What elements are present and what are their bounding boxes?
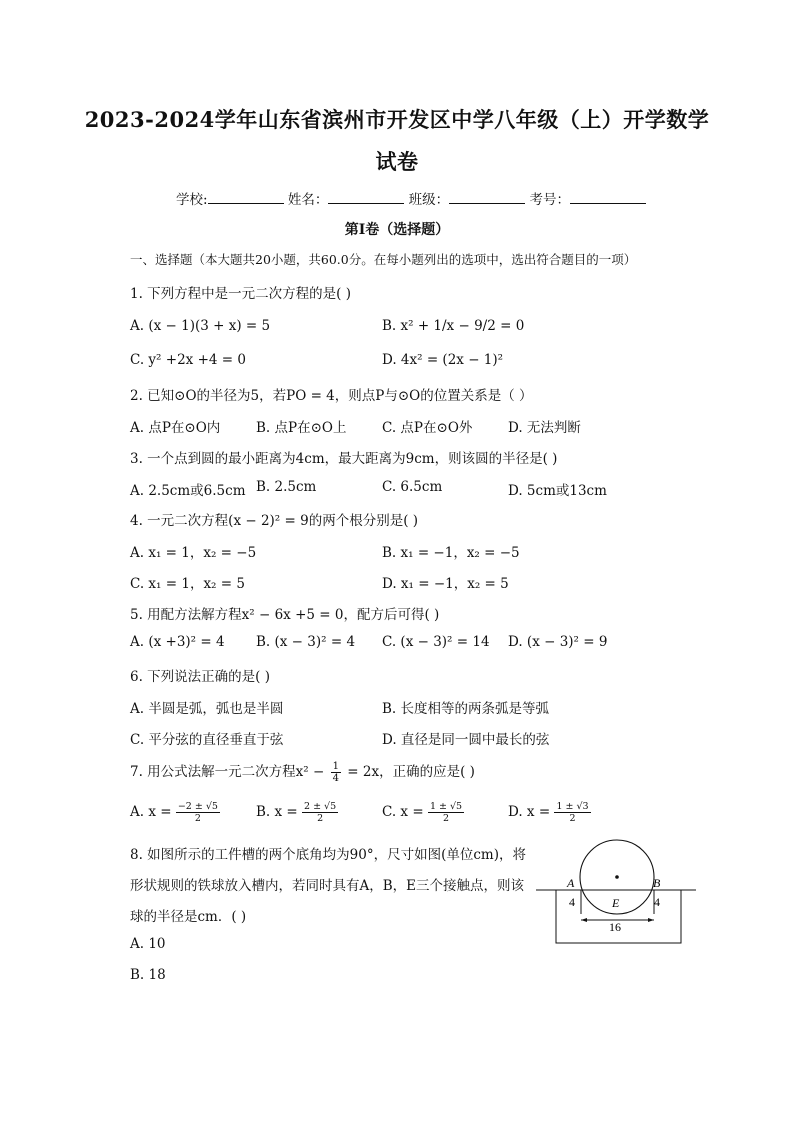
q7a-label: A. x = (130, 804, 176, 820)
question-5-option-a[interactable]: A. (x +3)² = 4 (130, 634, 225, 650)
question-3-option-c[interactable]: C. 6.5cm (382, 479, 443, 495)
class-label: 班级： (408, 192, 450, 208)
question-4-option-a[interactable]: A. x₁ = 1，x₂ = −5 (130, 545, 257, 561)
question-3-option-a[interactable]: A. 2.5cm或6.5cm (130, 483, 246, 499)
section-heading: 一、选择题（本大题共20小题，共60.0分。在每小题列出的选项中，选出符合题目的一项） (130, 252, 637, 267)
q7c-label: C. x = (382, 804, 428, 820)
question-4-option-c[interactable]: C. x₁ = 1，x₂ = 5 (130, 576, 245, 592)
question-8-stem-line3: 球的半径是cm．( ) (130, 909, 247, 925)
question-3-option-d[interactable]: D. 5cm或13cm (508, 483, 607, 499)
label-right-depth: 4 (654, 895, 660, 909)
question-7-stem-pre: 7. 用公式法解一元二次方程x² − (130, 764, 329, 780)
q7b-num: 2 ± √5 (304, 801, 337, 812)
question-6-option-d[interactable]: D. 直径是同一圆中最长的弦 (382, 732, 550, 748)
label-left-depth: 4 (569, 895, 575, 909)
question-6-option-c[interactable]: C. 平分弦的直径垂直于弦 (130, 732, 284, 748)
label-width: 16 (609, 920, 621, 934)
question-7-frac-den: 4 (332, 773, 339, 784)
page-title: 2023-2024学年山东省滨州市开发区中学八年级（上）开学数学 (84, 107, 710, 132)
groove-ball-figure (536, 836, 696, 946)
question-2-stem: 2. 已知⊙O的半径为5，若PO = 4，则点P与⊙O的位置关系是（ ） (130, 388, 533, 404)
name-label: 姓名： (287, 192, 329, 208)
number-blank[interactable] (570, 189, 646, 204)
question-5-option-d[interactable]: D. (x − 3)² = 9 (508, 634, 608, 650)
question-6-option-b[interactable]: B. 长度相等的两条弧是等弧 (382, 701, 550, 717)
question-7-stem-post: = 2x，正确的应是( ) (342, 764, 475, 780)
question-4-option-d[interactable]: D. x₁ = −1，x₂ = 5 (382, 576, 509, 592)
q7c-den: 2 (443, 813, 450, 824)
question-8-option-a[interactable]: A. 10 (130, 936, 166, 952)
question-5-option-c[interactable]: C. (x − 3)² = 14 (382, 634, 490, 650)
question-8-stem-line1: 8. 如图所示的工件槽的两个底角均为90°，尺寸如图(单位cm)，将 (130, 847, 526, 863)
question-8-option-b[interactable]: B. 18 (130, 967, 166, 983)
page-title-line2: 试卷 (375, 149, 419, 174)
question-2-option-c[interactable]: C. 点P在⊙O外 (382, 420, 473, 436)
question-7-frac-num: 1 (332, 761, 339, 772)
question-7-option-c[interactable] (382, 801, 464, 824)
question-7-option-d[interactable] (508, 801, 591, 824)
label-e: E (612, 896, 620, 910)
question-6-stem: 6. 下列说法正确的是( ) (130, 669, 270, 685)
question-5-stem: 5. 用配方法解方程x² − 6x +5 = 0，配方后可得( ) (130, 607, 440, 623)
question-7-stem (130, 760, 475, 784)
q7b-label: B. x = (256, 804, 303, 820)
question-2-option-a[interactable]: A. 点P在⊙O内 (130, 420, 221, 436)
ball-center-dot (615, 875, 619, 879)
q7a-num: −2 ± √5 (177, 801, 218, 812)
question-8-stem-line2: 形状规则的铁球放入槽内，若同时具有A，B，E三个接触点，则该 (130, 878, 525, 894)
q7d-den: 2 (569, 813, 576, 824)
volume-heading: 第Ⅰ卷（选择题） (344, 222, 450, 238)
right-arrow-head (648, 918, 654, 922)
number-label: 考号： (529, 192, 570, 208)
label-b: B (653, 876, 661, 890)
question-4-option-b[interactable]: B. x₁ = −1，x₂ = −5 (382, 545, 520, 561)
label-a: A (567, 876, 575, 890)
left-arrow-head (581, 918, 587, 922)
question-3-stem: 3. 一个点到圆的最小距离为4cm，最大距离为9cm，则该圆的半径是( ) (130, 451, 558, 467)
question-1-option-b[interactable]: B. x² + 1/x − 9/2 = 0 (382, 318, 525, 334)
question-4-stem: 4. 一元二次方程(x − 2)² = 9的两个根分别是( ) (130, 513, 419, 529)
q7b-den: 2 (317, 813, 324, 824)
question-1-option-c[interactable]: C. y² +2x +4 = 0 (130, 352, 246, 368)
question-3-option-b[interactable]: B. 2.5cm (256, 479, 317, 495)
school-label: 学校: (176, 192, 208, 208)
question-6-option-a[interactable]: A. 半圆是弧，弧也是半圆 (130, 701, 284, 717)
question-1-stem: 1. 下列方程中是一元二次方程的是( ) (130, 286, 351, 302)
info-row (176, 188, 646, 208)
question-1-option-d[interactable]: D. 4x² = (2x − 1)² (382, 352, 504, 368)
question-1-option-a[interactable]: A. (x − 1)(3 + x) = 5 (130, 318, 271, 334)
school-blank[interactable] (208, 189, 284, 204)
question-5-option-b[interactable]: B. (x − 3)² = 4 (256, 634, 356, 650)
q7d-label: D. x = (508, 804, 555, 820)
class-blank[interactable] (449, 189, 525, 204)
question-2-option-b[interactable]: B. 点P在⊙O上 (256, 420, 347, 436)
question-2-option-d[interactable]: D. 无法判断 (508, 420, 581, 436)
question-7-option-a[interactable] (130, 801, 220, 824)
q7c-num: 1 ± √5 (429, 801, 463, 812)
q7a-den: 2 (194, 813, 201, 824)
q7d-num: 1 ± √3 (556, 801, 589, 812)
name-blank[interactable] (328, 189, 404, 204)
question-7-option-b[interactable] (256, 801, 338, 824)
